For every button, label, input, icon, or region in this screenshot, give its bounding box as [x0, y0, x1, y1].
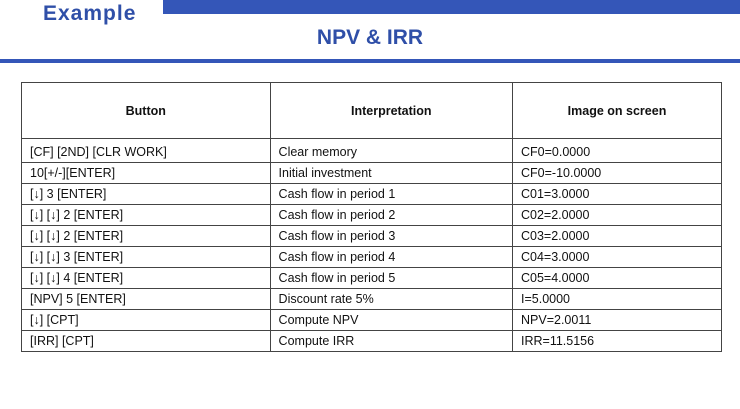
header-band: [163, 0, 740, 14]
column-header-image-on-screen: Image on screen: [513, 83, 722, 139]
table-row: [22, 205, 722, 226]
title-divider: [0, 59, 740, 63]
slide-title: NPV & IRR: [316, 26, 424, 49]
table-row: [22, 268, 722, 289]
table-row: [22, 331, 722, 352]
cell-button: [IRR] [CPT]: [22, 331, 271, 352]
cell-button: [↓] [CPT]: [22, 310, 271, 331]
cell-button: [CF] [2ND] [CLR WORK]: [22, 139, 271, 163]
cell-interpretation: Initial investment: [270, 163, 512, 184]
cell-screen: C01=3.0000: [513, 184, 722, 205]
cell-interpretation: Compute IRR: [270, 331, 512, 352]
cell-interpretation: Cash flow in period 2: [270, 205, 512, 226]
table-row: [22, 163, 722, 184]
cell-screen: C05=4.0000: [513, 268, 722, 289]
section-tag: Example: [0, 0, 158, 27]
cell-button: 10[+/-][ENTER]: [22, 163, 271, 184]
table-row: [22, 139, 722, 163]
cell-interpretation: Discount rate 5%: [270, 289, 512, 310]
column-header-button: Button: [22, 83, 271, 139]
cell-screen: CF0=0.0000: [513, 139, 722, 163]
cell-screen: I=5.0000: [513, 289, 722, 310]
cell-button: [NPV] 5 [ENTER]: [22, 289, 271, 310]
cell-interpretation: Cash flow in period 1: [270, 184, 512, 205]
column-header-interpretation: Interpretation: [270, 83, 512, 139]
cell-screen: CF0=-10.0000: [513, 163, 722, 184]
cell-screen: NPV=2.0011: [513, 310, 722, 331]
table-row: [22, 310, 722, 331]
cell-screen: C03=2.0000: [513, 226, 722, 247]
cell-interpretation: Clear memory: [270, 139, 512, 163]
npv-irr-table: [21, 82, 722, 352]
cell-interpretation: Compute NPV: [270, 310, 512, 331]
table-row: [22, 247, 722, 268]
cell-screen: IRR=11.5156: [513, 331, 722, 352]
cell-button: [↓] 3 [ENTER]: [22, 184, 271, 205]
cell-button: [↓] [↓] 3 [ENTER]: [22, 247, 271, 268]
table-header-row: [22, 83, 722, 139]
cell-interpretation: Cash flow in period 3: [270, 226, 512, 247]
cell-button: [↓] [↓] 4 [ENTER]: [22, 268, 271, 289]
table-row: [22, 226, 722, 247]
cell-screen: C04=3.0000: [513, 247, 722, 268]
cell-interpretation: Cash flow in period 5: [270, 268, 512, 289]
cell-screen: C02=2.0000: [513, 205, 722, 226]
cell-button: [↓] [↓] 2 [ENTER]: [22, 205, 271, 226]
table-row: [22, 289, 722, 310]
cell-button: [↓] [↓] 2 [ENTER]: [22, 226, 271, 247]
cell-interpretation: Cash flow in period 4: [270, 247, 512, 268]
table-row: [22, 184, 722, 205]
